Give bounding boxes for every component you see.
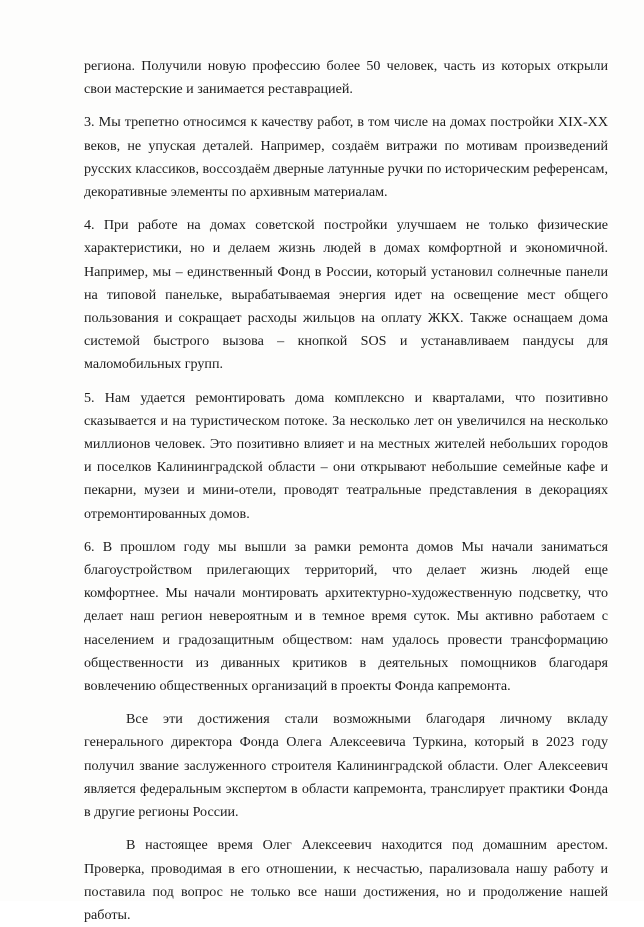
- paragraph-item-5: 5. Нам удается ремонтировать дома комплексно и кварталами, что позитивно сказывается и на туристическом потоке. За несколько лет он увеличился на несколько миллионов человек. Это позитивно влияет и на местных жителей небольших городов и поселков Калининградской области – они открывают небольшие семейные кафе и пекарни, музеи и мини-отели, проводят театральные представления в декорациях отремонтированных домов.: [84, 389, 608, 522]
- paragraph-item-3: 3. Мы трепетно относимся к качеству работ, в том числе на домах постройки XIX-XX веков, не упуская деталей. Например, создаём витражи по мотивам произведений русских классиков, воссоздаём дверные латунные ручки по историческим референсам, декоративные элементы по архивным материалам.: [84, 114, 608, 201]
- paragraph-continuation: региона. Получили новую профессию более 50 человек, часть из которых открыли свои мастерские и занимается реставрацией.: [84, 58, 608, 98]
- paragraph-arrest: В настоящее время Олег Алексеевич находится под домашним арестом. Проверка, проводимая в его отношении, к несчастью, парализовала нашу работу и поставила под вопрос не только все наши достижения, но и продолжение нашей работы.: [84, 837, 608, 923]
- paragraph-item-4: 4. При работе на домах советской постройки улучшаем не только физические характеристики, но и делаем жизнь людей в домах комфортной и экономичной. Например, мы – единственный Фонд в России, который установил солнечные панели на типовой панельке, вырабатываемая энергия идет на освещение мест общего пользования и сокращает расходы жильцов на оплату ЖКХ. Также оснащаем дома системой быстрого вызова – кнопкой SOS и устанавливаем пандусы для маломобильных групп.: [84, 217, 608, 373]
- paragraph-item-6: 6. В прошлом году мы вышли за рамки ремонта домов Мы начали заниматься благоустройством прилегающих территорий, что делает жизнь людей еще комфортнее. Мы начали монтировать архитектурно-художественную подсветку, что делает наш регион невероятным и в темное время суток. Мы активно работаем с населением и градозащитным обществом: нам удалось провести трансформацию общественности из диванных критиков в деятельных помощников благодаря вовлечению общественных организаций в проекты Фонда капремонта.: [84, 538, 608, 695]
- paragraph-achievements: Все эти достижения стали возможными благодаря личному вкладу генерального директора Фонда Олега Алексеевича Туркина, который в 2023 году получил звание заслуженного строителя Калининградской области. Олег Алексеевич является федеральным экспертом в области капремонта, транслирует практики Фонда в другие регионы России.: [84, 711, 608, 821]
